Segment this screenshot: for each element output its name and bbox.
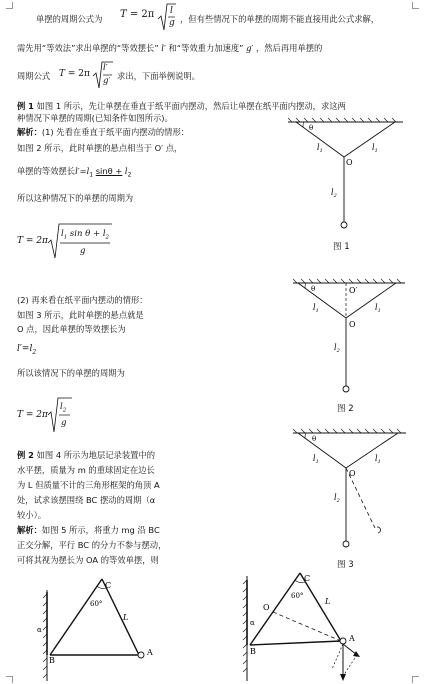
fig2-O: O [349, 320, 356, 329]
fig2-l1-left: $l_1$ [313, 303, 319, 314]
fig4-alpha: α [37, 626, 42, 634]
formula-g2: g [61, 418, 67, 428]
fig5-A: A [349, 634, 355, 643]
fig1-O: O [346, 158, 353, 167]
fig5-B: B [250, 647, 256, 656]
solution-line1: 解析：(1) 先看在垂直于纸平面内摆动的情形： [17, 127, 190, 137]
fig4-L: L [123, 613, 129, 622]
formula-T2: T = 2π [17, 410, 48, 420]
formula-T1: T = 2π [17, 236, 48, 246]
part2-formula: $l'=l_2$ [17, 344, 37, 356]
example2-line5: 较小）。 [17, 510, 47, 520]
formula-g: g [169, 18, 175, 28]
solution-line4: 所以这种情况下的单摆的周期为 [17, 193, 134, 203]
formula-gp: g′ [103, 76, 111, 86]
figure-2-caption: 图 2 [337, 404, 354, 414]
formula-lp: l′ [103, 63, 108, 73]
solution-line2: 如图 2 所示，此时单摆的悬点相当于 O′ 点， [17, 143, 183, 153]
example1-line1: 例 1 如图 1 所示，先让单摆在垂直于纸平面内摆动，然后让单摆在纸平面内摆动，求这两 [17, 101, 346, 111]
formula-denominator: g [80, 246, 86, 256]
part2-line2: 如图 3 所示，此时单摆的悬点就是 [17, 310, 144, 320]
fig4-A: A [147, 648, 153, 657]
figure-1-caption: 图 1 [333, 242, 350, 252]
fig2-theta: θ [311, 285, 316, 293]
intro-text-3a: 周期公式 [17, 71, 51, 81]
fig2-l1-right: $l_1$ [375, 303, 381, 314]
fig3-O: O [349, 469, 356, 478]
intro-text: 单摆的周期公式为 [36, 14, 103, 24]
fig5-alpha: α [250, 619, 255, 627]
fig5-L: L [325, 597, 331, 606]
part2-line1: (2) 再来看在纸平面内摆动的情形： [17, 295, 148, 305]
example2-line3: 为 L 但质量不计的三角形框架的角顶 A [17, 480, 160, 490]
formula-l2: $l_2$ [60, 402, 67, 414]
fig3-l2: $l_2$ [334, 493, 340, 504]
fig4-C: C [105, 581, 112, 590]
fig1-l2: $l_2$ [331, 188, 337, 199]
example2-sol3: 可将其视为摆长为 OA 的等效单摆，则 [17, 555, 159, 565]
fig1-l1-right: $l_1$ [372, 143, 378, 154]
fig4-B: B [49, 656, 55, 665]
fig3-l1-left: $l_1$ [313, 454, 319, 465]
intro-text-3b: 求出，下面举例说明。 [117, 71, 200, 81]
fig5-angle: 60° [291, 592, 304, 600]
figure-3-caption: 图 3 [337, 560, 354, 570]
example2-line1: 例 2 如图 4 所示为地层记录装置中的 [17, 450, 156, 460]
solution-line3: 单摆的等效摆长$l'=l_1$ $\sin\theta + l_2$ [17, 166, 132, 179]
example2-line2: 水平摆，质量为 m 的重球固定在边长 [17, 465, 155, 475]
part2-line3: O 点，因此单摆的等效摆长为 [17, 324, 126, 334]
fig3-theta: θ [312, 435, 317, 443]
fig4-angle: 60° [90, 600, 103, 608]
fig1-theta: θ [309, 124, 314, 132]
fig3-l1-right: $l_1$ [375, 454, 381, 465]
period-formula-2: T = 2π [59, 69, 90, 79]
example2-sol2: 正交分解，平行 BC 的分力不参与摆动， [17, 540, 167, 550]
formula-numerator: $l_1$ $\sin \theta + l_2$ [61, 229, 110, 241]
example2-sol1: 解析：如图 5 所示，将重力 mg 沿 BC [17, 525, 160, 535]
fig5-O: O [263, 603, 270, 612]
fig1-l1-left: $l_1$ [317, 143, 323, 154]
intro-text-1b: ，但有些情况下的单摆的周期不能直接用此公式求解， [180, 14, 380, 24]
fig5-C: C [304, 574, 311, 583]
fig2-Op: O′ [349, 286, 358, 295]
example2-line4: 处，试求该摆围绕 BC 摆动的周期（α [17, 495, 156, 505]
part2-line5: 所以该情况下的单摆的周期为 [17, 368, 125, 378]
fig2-l2: $l_2$ [334, 343, 340, 354]
example1-line2: 种情况下单摆的周期(已知条件如图所示)。 [17, 113, 173, 123]
formula-l: l [170, 6, 173, 16]
period-formula: T = 2π [120, 9, 155, 20]
intro-text-2: 需先用“等效法”求出单摆的“等效摆长” l′ 和“等效重力加速度” g′ ，然后再用单摆的 [17, 43, 323, 53]
